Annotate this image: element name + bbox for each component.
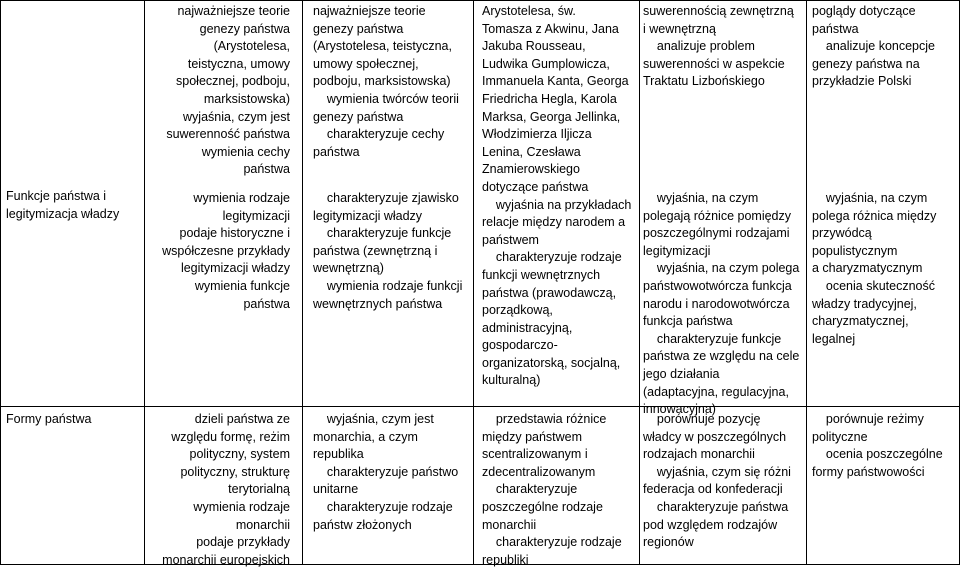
- grade-2-cell: dzieli państwa ze względu formę, reżim polityczny, system polityczny, strukturę terytorialną wymienia rodzaje monarchii podaje przykłady monarchii europejskich: [162, 412, 290, 567]
- grid-line: [144, 0, 145, 565]
- grade-3-cell: charakteryzuje zjawisko legitymizacji władzy charakteryzuje funkcje państwa (zewnętrzną i wewnętrzną) wymienia rodzaje funkcji wewnętrznych państwa: [313, 191, 463, 311]
- row-topic-cell: Funkcje państwa i legitymizacja władzy: [6, 189, 120, 221]
- grade-6-cell: wyjaśnia, na czym polega różnica między przywódcą populistycznym a charyzmatycznym ocenia skuteczność władzy tradycyjnej, charyzmatycznej, legalnej: [812, 191, 937, 346]
- grid-line: [0, 0, 1, 565]
- grade-4-cell: przedstawia różnice między państwem scentralizowanym i zdecentralizowanym charakteryzuje poszczególne rodzaje monarchii charakteryzuje rodzaje republiki: [482, 412, 622, 567]
- grade-6-cell: porównuje reżimy polityczne ocenia poszczególne formy państwowości: [812, 412, 943, 479]
- grid-line: [0, 406, 960, 407]
- grade-3-cell: wyjaśnia, czym jest monarchia, a czym republika charakteryzuje państwo unitarne charakteryzuje rodzaje państw złożonych: [313, 412, 459, 532]
- grid-line: [302, 0, 303, 565]
- grid-line: [806, 0, 807, 565]
- row-topic-cell: Formy państwa: [6, 412, 92, 426]
- grid-line: [0, 0, 960, 1]
- grade-5-cell: wyjaśnia, na czym polegają różnice pomiędzy poszczególnymi rodzajami legitymizacji wyjaśnia, na czym polega państwowotwórcza funkcja narodu i narodowotwórcza funkcja państwa charakteryzuje funkcje państwa ze względu na cele jego działania (adaptacyjna, regulacyjna, innowacyjna): [643, 191, 800, 417]
- grade-6-cell: poglądy dotyczące państwa analizuje koncepcje genezy państwa na przykładzie Polski: [812, 4, 935, 89]
- grid-line: [639, 0, 640, 565]
- grade-5-cell: porównuje pozycję władcy w poszczególnych rodzajach monarchii wyjaśnia, czym się różni federacja od konfederacji charakteryzuje państwa pod względem rodzajów regionów: [643, 412, 791, 550]
- grid-line: [473, 0, 474, 565]
- grade-5-cell: suwerennością zewnętrzną i wewnętrzną analizuje problem suwerenności w aspekcie Traktatu Lizbońskiego: [643, 4, 794, 89]
- grade-2-cell: wymienia rodzaje legitymizacji podaje historyczne i współczesne przykłady legitymizacji władzy wymienia funkcje państwa: [162, 191, 290, 311]
- grade-2-cell: najważniejsze teorie genezy państwa (Arystotelesa, teistyczna, umowy społecznej, podboju, marksistowska) wyjaśnia, czym jest suwerenność państwa wymienia cechy państwa: [166, 4, 290, 177]
- grade-3-cell: najważniejsze teorie genezy państwa (Arystotelesa, teistyczna, umowy społecznej, podboju, marksistowska) wymienia twórców teorii genezy państwa charakteryzuje cechy państwa: [313, 4, 459, 159]
- grade-4-cell: Arystotelesa, św. Tomasza z Akwinu, Jana Jakuba Rousseau, Ludwika Gumplowicza, Immanuela Kanta, Georga Friedricha Hegla, Karola Marksa, Georga Jellinka, Włodzimierza Iljicza Lenina, Czesława Znamierowskiego dotyczące państwa wyjaśnia na przykładach relacje między narodem a państwem charakteryzuje rodzaje funkcji wewnętrznych państwa (prawodawczą, porządkową, administracyjną, gospodarczo- organizatorską, socjalną, kulturalną): [482, 4, 632, 388]
